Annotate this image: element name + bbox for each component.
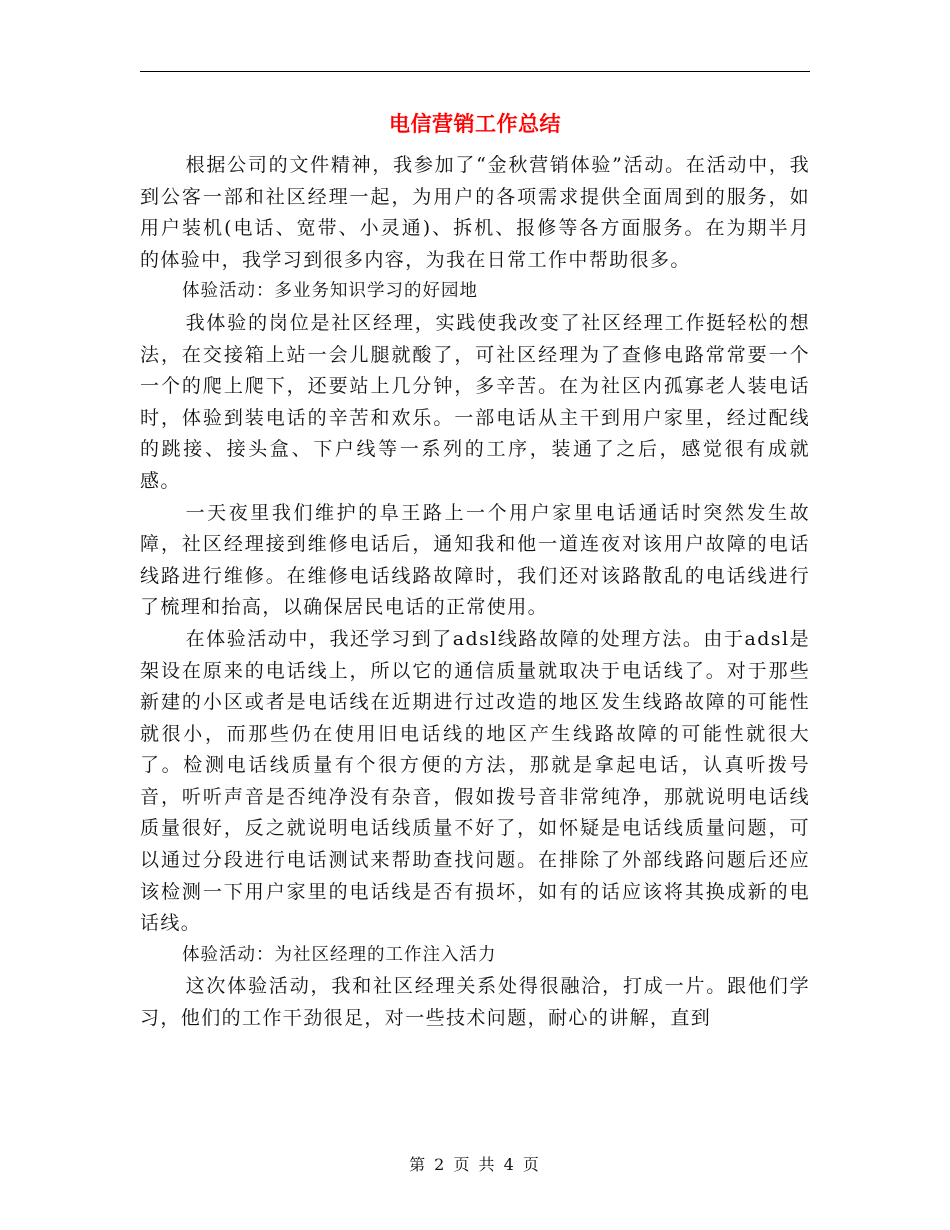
paragraph-night-repair: 一天夜里我们维护的阜王路上一个用户家里电话通话时突然发生故障，社区经理接到维修电话后，通知我和他一道连夜对该用户故障的电话线路进行维修。在维修电话线路故障时，我们还对该路散乱的电话线进行了梳理和抬高，以确保居民电话的正常使用。 [140,501,810,619]
paragraph-intro: 根据公司的文件精神，我参加了“金秋营销体验”活动。在活动中，我到公客一部和社区经理一起，为用户的各项需求提供全面周到的服务，如用户装机(电话、宽带、小灵通)、拆机、报修等各方面服务。在为期半月的体验中，我学习到很多内容，为我在日常工作中帮助很多。 [140,154,810,271]
document-body [140,150,810,1035]
paragraph-community-manager: 我体验的岗位是社区经理，实践使我改变了社区经理工作挺轻松的想法，在交接箱上站一会儿腿就酸了，可社区经理为了查修电路常常要一个一个的爬上爬下，还要站上几分钟，多辛苦。在为社区内孤寡老人装电话时，体验到装电话的辛苦和欢乐。一部电话从主干到用户家里，经过配线的跳接、接头盒、下户线等一系列的工序，装通了之后，感觉很有成就感。 [140,311,810,492]
header-rule [140,71,810,72]
section-heading-2: 体验活动：为社区经理的工作注入活力 [182,944,497,965]
page-footer: 第 2 页 共 4 页 [409,1155,541,1174]
paragraph-adsl: 在体验活动中，我还学习到了adsl线路故障的处理方法。由于adsl是架设在原来的电话线上，所以它的通信质量就取决于电话线了。对于那些新建的小区或者是电话线在近期进行过改造的地区发生线路故障的可能性就很小，而那些仍在使用旧电话线的地区产生线路故障的可能性就很大了。检测电话线质量有个很方便的方法，那就是拿起电话，认真听拨号音，听听声音是否纯净没有杂音，假如拨号音非常纯净，那就说明电话线质量很好，反之就说明电话线质量不好了，如怀疑是电话线质量问题，可以通过分段进行电话测试来帮助查找问题。在排除了外部线路问题后还应该检测一下用户家里的电话线是否有损坏，如有的话应该将其换成新的电话线。 [140,627,810,935]
paragraph-relationship: 这次体验活动，我和社区经理关系处得很融洽，打成一片。跟他们学习，他们的工作干劲很足，对一些技术问题，耐心的讲解，直到 [140,975,810,1030]
section-heading-1: 体验活动：多业务知识学习的好园地 [182,281,478,302]
document-title: 电信营销工作总结 [389,112,561,136]
